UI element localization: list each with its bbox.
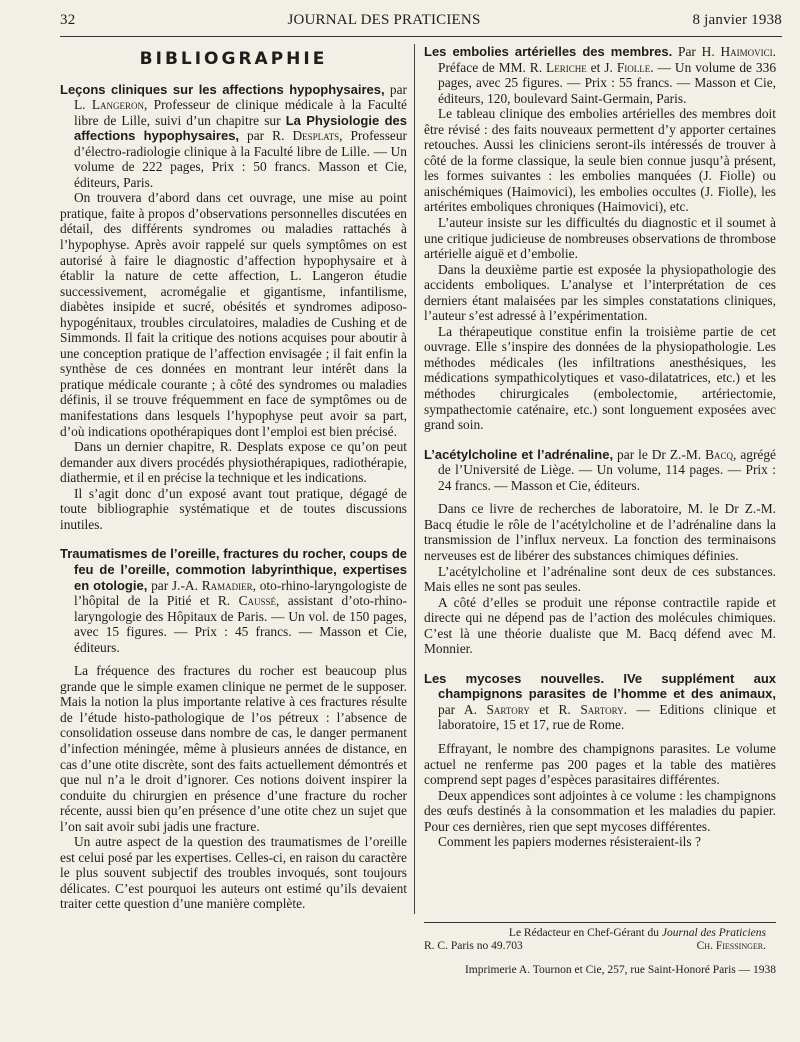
- entry-title: Leçons cliniques sur les affections hypophysaires,: [60, 81, 385, 97]
- editor-line: [424, 927, 776, 939]
- editor-name: Ch. Fiessinger.: [696, 940, 766, 952]
- page-header: [60, 12, 782, 34]
- footer-rule: [424, 922, 776, 923]
- book-entry-mycoses: [424, 671, 776, 733]
- entry-text: par le Dr Z.-M.: [613, 446, 706, 462]
- entry-title: Les embolies artérielles des membres.: [424, 44, 673, 59]
- author-name: Fiolle: [616, 59, 651, 75]
- entry-text: et R.: [529, 701, 581, 717]
- review-paragraph: L’acétylcholine et l’adrénaline sont deux de ces substances. Mais elles ne sont pas seules.: [424, 563, 776, 595]
- entry-title: Les mycoses nouvelles. IVe supplément aux champignons parasites de l’homme et des animaux,: [424, 670, 776, 702]
- review-paragraph: Dans la deuxième partie est exposée la physiopathologie des accidents emboliques. L’analyse et l’interprétation de ces derniers étant malaisées par les simples constatations cliniques, l’auteur s’est adressé à l’expérimentation.: [424, 261, 776, 324]
- entry-text: , assistant d’oto-rhino-laryngologie des Hôpitaux de Paris. — Un vol. de 150 pages, avec 15 figures. — Prix : 45 francs. — Masson et Cie, éditeurs.: [74, 593, 407, 655]
- entry-text: . Préface de MM. R.: [438, 44, 776, 75]
- author-name: Haimovici: [720, 44, 773, 59]
- header-rule: [60, 36, 782, 37]
- book-entry-hypophysaires: [60, 82, 407, 191]
- review-paragraph: La fréquence des fractures du rocher est beaucoup plus grande que le simple examen clinique ne permet de le supposer. Mais la notion la plus importante relative à ces fractures résulte de l’étude histo-pathologique de l’os pétreux : l’absence de consolidation osseuse dans nombre de cas, le danger permanent d’infection méningée, même à plusieurs années de distance, en cas d’une otite discrète, sont des faits actuellement démontrés et que nul n’a le droit d’ignorer. Ces notions doivent inspirer la conduite du chirurgien en présence d’une fracture du rocher récente, aussi bien qu’en présence d’une otite chez un sujet que l’on sait avoir subi jadis une fracture.: [60, 663, 407, 834]
- review-paragraph: Effrayant, le nombre des champignons parasites. Le volume actuel ne renferme pas 200 pages et la table des matières comprend sept pages d’espèces parasitaires différentes.: [424, 740, 776, 788]
- book-entry-acetylcholine: [424, 447, 776, 494]
- review-paragraph: L’auteur insiste sur les difficultés du diagnostic et il soumet à une critique judicieuse de nombreuses observations de thrombose artérielle aiguë et d’embolie.: [424, 215, 776, 262]
- entry-text: par L.: [74, 81, 407, 113]
- editor-line-journal: Journal des Praticiens: [661, 927, 766, 939]
- review-paragraph: Dans ce livre de recherches de laboratoire, M. le Dr Z.-M. Bacq étudie le rôle de l’acétylcholine et de l’adrénaline dans la transmission de l’influx nerveux. La fonction des terminaisons nerveuses est de libérer des substances chimiques définies.: [424, 501, 776, 563]
- entry-text: par J.-A.: [147, 577, 202, 593]
- review-paragraph: Il s’agit donc d’un exposé avant tout pratique, dégagé de toute bibliographie systématique et de toutes discussions inutiles.: [60, 485, 407, 532]
- printer-line: Imprimerie A. Tournon et Cie, 257, rue Saint-Honoré Paris — 1938: [464, 964, 776, 976]
- author-name: Leriche: [546, 59, 587, 75]
- review-paragraph: La thérapeutique constitue enfin la troisième partie de cet ouvrage. Elle s’inspire des données de la physiopathologie. Les méthodes médicales (les infiltrations anesthésiques, les médications sympathicolytiques et vaso-dilatatrices, etc.) et les méthodes chirurgicales (embolectomie, artériectomie, sympathectomie caténaire, etc.) sont longuement exposées avec grand soin.: [424, 323, 776, 433]
- entry-text: , agrégé de l’Université de Liège. — Un volume, 114 pages. — Prix : 24 francs. — Masson et Cie, éditeurs.: [438, 446, 776, 493]
- entry-title: L’acétylcholine et l’adrénaline,: [424, 446, 614, 462]
- book-entry-traumatismes: [60, 546, 407, 655]
- review-paragraph: Comment les papiers modernes résisteraient-ils ?: [438, 834, 701, 850]
- review-paragraph: Un autre aspect de la question des traumatismes de l’oreille est celui posé par les expertises. Celles-ci, en raison du caractère le plus souvent subjectif des troubles invoqués, sont toujours délicates. C’est pourquoi les auteurs ont estimé qu’ils devaient traiter cette question d’une manière complète.: [60, 834, 407, 912]
- entry-text: par R.: [239, 128, 293, 144]
- review-paragraph: A côté d’elles se produit une réponse contractile rapide et directe qui ne dépend pas de l’action des molécules chimiques. C’est là une théorie dualiste que M. Bacq défend avec M. Monnier.: [424, 594, 776, 657]
- entry-text: et J.: [586, 59, 617, 75]
- entry-text: , Professeur de clinique médicale à la Faculté libre de Lille, suivi d’un chapitre sur: [74, 97, 407, 128]
- entry-text: , oto-rhino-laryngologiste de l’hôpital de la Pitié et R.: [74, 577, 407, 609]
- entry-subtitle: La Physiologie des affections hypophysaires,: [74, 112, 407, 144]
- left-column: [60, 44, 407, 912]
- author-name: Sartory: [486, 701, 530, 717]
- page-footer: [424, 922, 776, 976]
- review-paragraph: Dans un dernier chapitre, R. Desplats expose ce qu’on peut demander aux divers procédés physiothérapiques, radiothérapie, diathermie, et il en précise la technique et les indications.: [60, 439, 407, 486]
- entry-text: , Professeur d’électro-radiologie clinique à la Faculté libre de Lille. — Un volume de 222 pages, Prix : 50 francs. Masson et Cie, éditeurs, Paris.: [74, 128, 407, 190]
- editor-line-text: Le Rédacteur en Chef-Gérant du: [508, 927, 662, 939]
- author-name: Bacq: [705, 446, 733, 462]
- right-column: [424, 44, 776, 850]
- entry-text: . — Editions clinique et laboratoire, 15 et 17, rue de Rome.: [438, 701, 776, 733]
- author-name: Caussé: [238, 593, 277, 609]
- section-title: BIBLIOGRAPHIE: [139, 49, 328, 69]
- review-paragraph: Deux appendices sont adjointes à ce volume : les champignons des œufs destinés à la consommation et les maladies du papier. Pour ces dernières, rien que sept mycoses différentes.: [424, 787, 776, 834]
- entry-title: Traumatismes de l’oreille, fractures du rocher, coups de feu de l’oreille, commotion labyrinthique, expertises en otologie,: [60, 546, 407, 593]
- rc-paris: R. C. Paris no 49.703: [424, 940, 523, 952]
- entry-text: . — Un volume de 336 pages, avec 25 figures. — Prix : 55 francs. — Masson et Cie, éditeurs, 120, boulevard Saint-Germain, Paris.: [438, 59, 777, 106]
- issue-date: 8 janvier 1938: [692, 12, 782, 28]
- journal-title: JOURNAL DES PRATICIENS: [287, 12, 481, 28]
- author-name: Langeron: [91, 97, 144, 113]
- entry-text: Par H.: [672, 44, 721, 59]
- author-name: Ramadier: [201, 577, 253, 593]
- author-name: Desplats: [292, 128, 340, 144]
- page-number: 32: [60, 12, 76, 28]
- book-entry-embolies: [424, 44, 776, 106]
- column-divider: [414, 44, 415, 914]
- review-paragraph: On trouvera d’abord dans cet ouvrage, une mise au point pratique, faite à propos d’observations personnelles discutées en détail, des différents syndromes ou maladies rattachés à l’hypophyse. Après avoir rappelé sur quels symptômes on est autorisé à faire le diagnostic d’affection hypophysaire et à établir la nature de cette affection, L. Langeron étudie successivement, acromégalie et gigantisme, infantilisme, diabètes insipide et sucré, obésités et syndromes adiposo-hypogénitaux, troubles circulatoires, maladies de Cushing et de Simmonds. Il fait la critique des notions acquises pour aboutir à une conception pratique de l’affection envisagée ; il fait enfin la synthèse de ces données en montrant leur intérêt dans la pratique médicale courante ; à côté des syndromes ou maladies définis, il se trouve fréquemment en face de symptômes ou de manifestations dans lesquels l’hypophyse peut avoir sa part, d’où indications opothérapiques dont l’emploi est bien précisé.: [60, 190, 407, 439]
- review-paragraph: Le tableau clinique des embolies artérielles des membres doit être révisé : des faits nouveaux permettent d’y apporter certaines retouches. Aussi les cliniciens seront-ils intéressés de trouver à côté de la forme classique, la seule bien connue jusqu’à présent, les formes suivantes : les embolies manquées (J. Fiolle) ou anischémiques (Haimovici), les embolies occultes (J. Fiolle), les artérites emboliques chroniques (Haimovici), etc.: [424, 106, 776, 215]
- author-name: Sartory: [580, 701, 624, 717]
- registration-line: [424, 940, 776, 952]
- entry-text: par A.: [438, 701, 487, 717]
